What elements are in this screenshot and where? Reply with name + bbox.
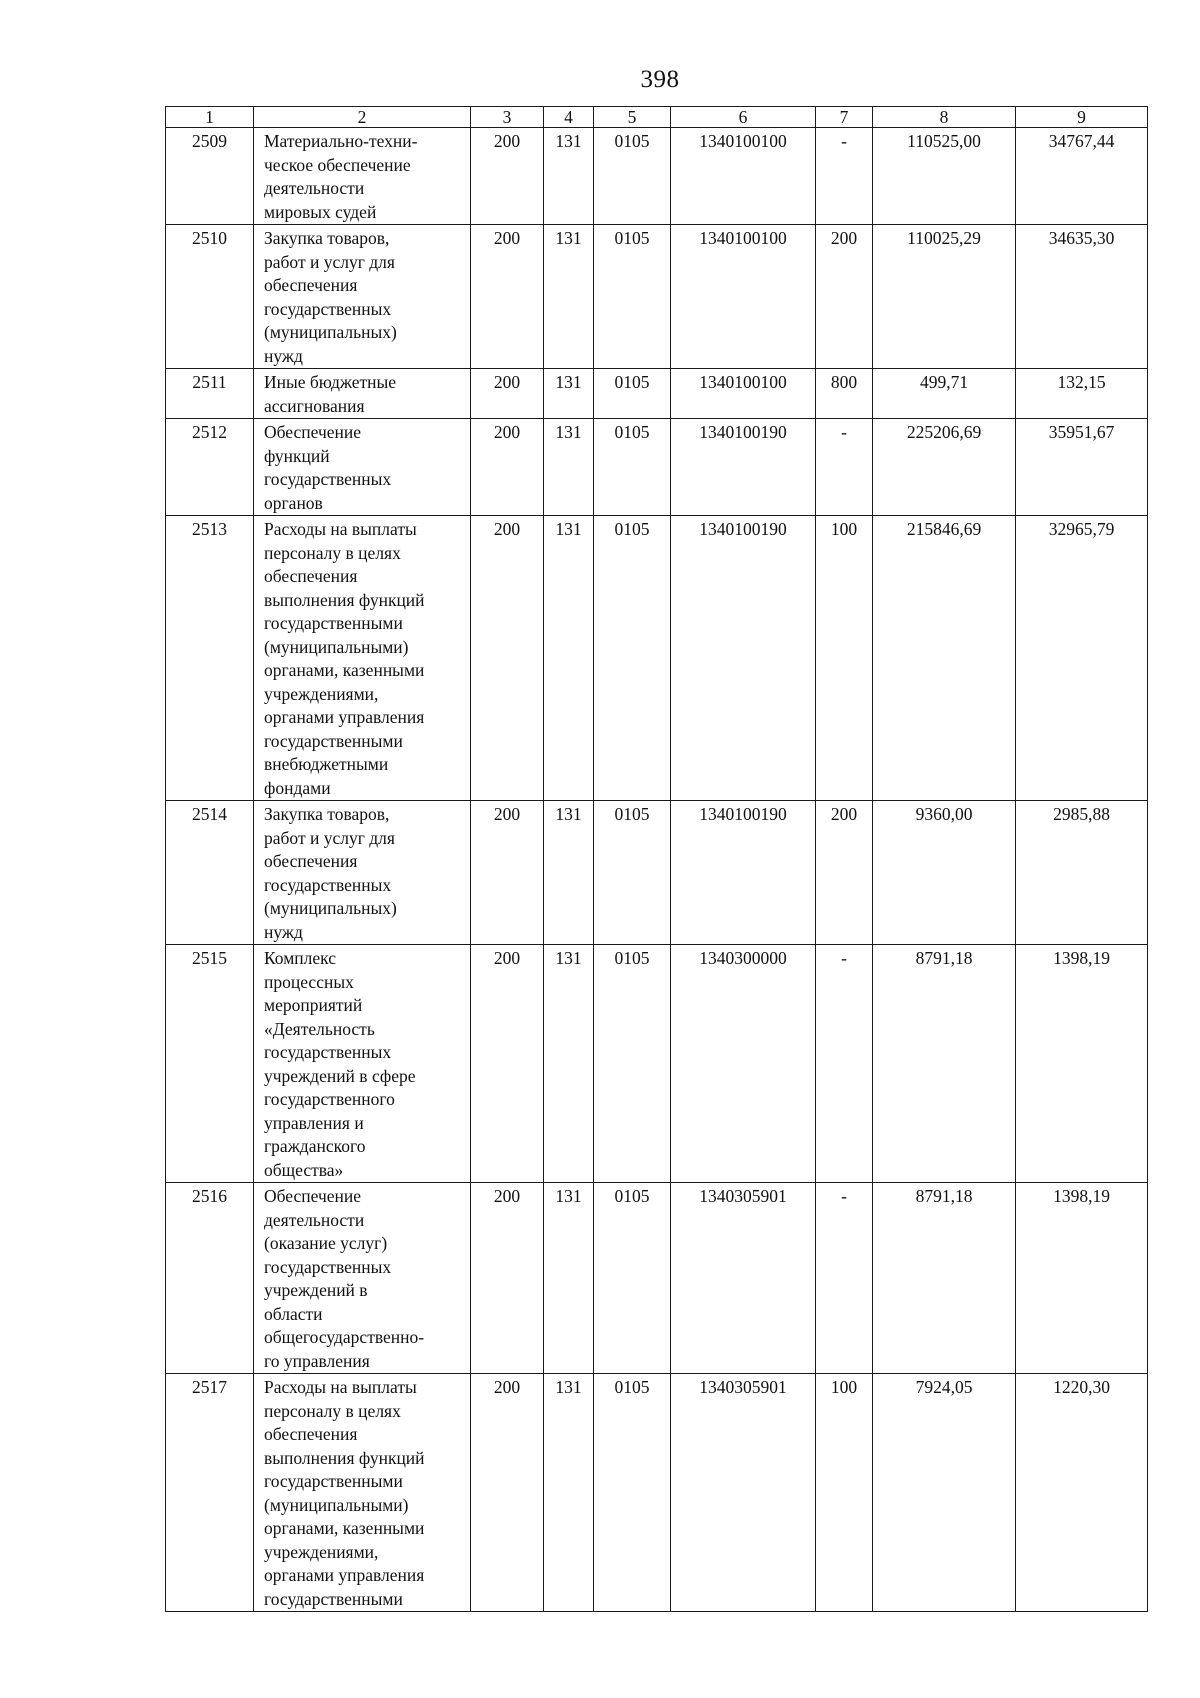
code-4-cell: 131 [544, 945, 594, 1183]
row-name-cell: Материально-техни- ческое обеспечение деятельности мировых судей [254, 128, 471, 225]
code-5-cell: 0105 [594, 369, 671, 419]
row-name-cell: Закупка товаров, работ и услуг для обеспечения государственных (муниципальных) нужд [254, 801, 471, 945]
row-number-cell: 2512 [166, 419, 254, 516]
table-row [166, 369, 1148, 419]
code-3-cell: 200 [471, 801, 544, 945]
code-3-cell: 200 [471, 419, 544, 516]
code-7-cell: - [816, 128, 873, 225]
table-row [166, 945, 1148, 1183]
table-row [166, 801, 1148, 945]
column-header: 1 [166, 107, 254, 128]
code-4-cell: 131 [544, 225, 594, 369]
code-6-cell: 1340100190 [671, 516, 816, 801]
row-name-cell: Закупка товаров, работ и услуг для обеспечения государственных (муниципальных) нужд [254, 225, 471, 369]
row-number-cell: 2517 [166, 1374, 254, 1612]
code-3-cell: 200 [471, 516, 544, 801]
row-name-cell: Обеспечение функций государственных органов [254, 419, 471, 516]
amount-8-cell: 8791,18 [873, 945, 1016, 1183]
row-number-cell: 2513 [166, 516, 254, 801]
amount-9-cell: 132,15 [1016, 369, 1148, 419]
amount-8-cell: 499,71 [873, 369, 1016, 419]
code-5-cell: 0105 [594, 1183, 671, 1374]
code-6-cell: 1340305901 [671, 1183, 816, 1374]
row-number-cell: 2514 [166, 801, 254, 945]
code-6-cell: 1340305901 [671, 1374, 816, 1612]
code-4-cell: 131 [544, 369, 594, 419]
amount-8-cell: 110025,29 [873, 225, 1016, 369]
column-header: 4 [544, 107, 594, 128]
code-6-cell: 1340100100 [671, 225, 816, 369]
column-header: 9 [1016, 107, 1148, 128]
code-3-cell: 200 [471, 1183, 544, 1374]
amount-8-cell: 110525,00 [873, 128, 1016, 225]
code-5-cell: 0105 [594, 801, 671, 945]
code-3-cell: 200 [471, 225, 544, 369]
code-7-cell: 800 [816, 369, 873, 419]
code-7-cell: - [816, 1183, 873, 1374]
table-row [166, 516, 1148, 801]
code-5-cell: 0105 [594, 419, 671, 516]
row-number-cell: 2516 [166, 1183, 254, 1374]
amount-9-cell: 34767,44 [1016, 128, 1148, 225]
table-row [166, 1374, 1148, 1612]
amount-9-cell: 1398,19 [1016, 1183, 1148, 1374]
row-name-cell: Иные бюджетные ассигнования [254, 369, 471, 419]
table-header-row [166, 107, 1148, 128]
table-row [166, 128, 1148, 225]
amount-9-cell: 2985,88 [1016, 801, 1148, 945]
budget-table [165, 106, 1148, 1612]
row-name-cell: Комплекс процессных мероприятий «Деятельность государственных учреждений в сфере государственного управления и гражданского общества» [254, 945, 471, 1183]
row-number-cell: 2515 [166, 945, 254, 1183]
amount-9-cell: 1398,19 [1016, 945, 1148, 1183]
code-5-cell: 0105 [594, 225, 671, 369]
amount-9-cell: 35951,67 [1016, 419, 1148, 516]
code-5-cell: 0105 [594, 128, 671, 225]
code-7-cell: - [816, 945, 873, 1183]
amount-8-cell: 215846,69 [873, 516, 1016, 801]
code-5-cell: 0105 [594, 1374, 671, 1612]
code-6-cell: 1340100100 [671, 369, 816, 419]
code-7-cell: 100 [816, 516, 873, 801]
code-7-cell: 100 [816, 1374, 873, 1612]
row-name-cell: Расходы на выплаты персоналу в целях обеспечения выполнения функций государственными (муниципальными) органами, казенными учреждениями, органами управления государственными [254, 1374, 471, 1612]
code-3-cell: 200 [471, 369, 544, 419]
code-5-cell: 0105 [594, 945, 671, 1183]
code-4-cell: 131 [544, 801, 594, 945]
column-header: 6 [671, 107, 816, 128]
row-number-cell: 2511 [166, 369, 254, 419]
table-row [166, 419, 1148, 516]
code-7-cell: 200 [816, 801, 873, 945]
code-4-cell: 131 [544, 1183, 594, 1374]
table-row [166, 1183, 1148, 1374]
amount-8-cell: 7924,05 [873, 1374, 1016, 1612]
amount-8-cell: 8791,18 [873, 1183, 1016, 1374]
row-name-cell: Обеспечение деятельности (оказание услуг) государственных учреждений в области общегосударственно- го управления [254, 1183, 471, 1374]
code-4-cell: 131 [544, 1374, 594, 1612]
amount-9-cell: 1220,30 [1016, 1374, 1148, 1612]
amount-8-cell: 225206,69 [873, 419, 1016, 516]
code-6-cell: 1340100100 [671, 128, 816, 225]
column-header: 7 [816, 107, 873, 128]
column-header: 2 [254, 107, 471, 128]
column-header: 3 [471, 107, 544, 128]
row-number-cell: 2509 [166, 128, 254, 225]
code-3-cell: 200 [471, 945, 544, 1183]
column-header: 8 [873, 107, 1016, 128]
code-3-cell: 200 [471, 1374, 544, 1612]
code-7-cell: 200 [816, 225, 873, 369]
row-name-cell: Расходы на выплаты персоналу в целях обеспечения выполнения функций государственными (муниципальными) органами, казенными учреждениями, органами управления государственными внебюджетными фондами [254, 516, 471, 801]
code-7-cell: - [816, 419, 873, 516]
amount-8-cell: 9360,00 [873, 801, 1016, 945]
page-number: 398 [640, 66, 680, 93]
code-6-cell: 1340300000 [671, 945, 816, 1183]
amount-9-cell: 34635,30 [1016, 225, 1148, 369]
column-header: 5 [594, 107, 671, 128]
row-number-cell: 2510 [166, 225, 254, 369]
code-5-cell: 0105 [594, 516, 671, 801]
code-4-cell: 131 [544, 516, 594, 801]
code-4-cell: 131 [544, 419, 594, 516]
amount-9-cell: 32965,79 [1016, 516, 1148, 801]
table-row [166, 225, 1148, 369]
code-4-cell: 131 [544, 128, 594, 225]
code-3-cell: 200 [471, 128, 544, 225]
code-6-cell: 1340100190 [671, 419, 816, 516]
code-6-cell: 1340100190 [671, 801, 816, 945]
